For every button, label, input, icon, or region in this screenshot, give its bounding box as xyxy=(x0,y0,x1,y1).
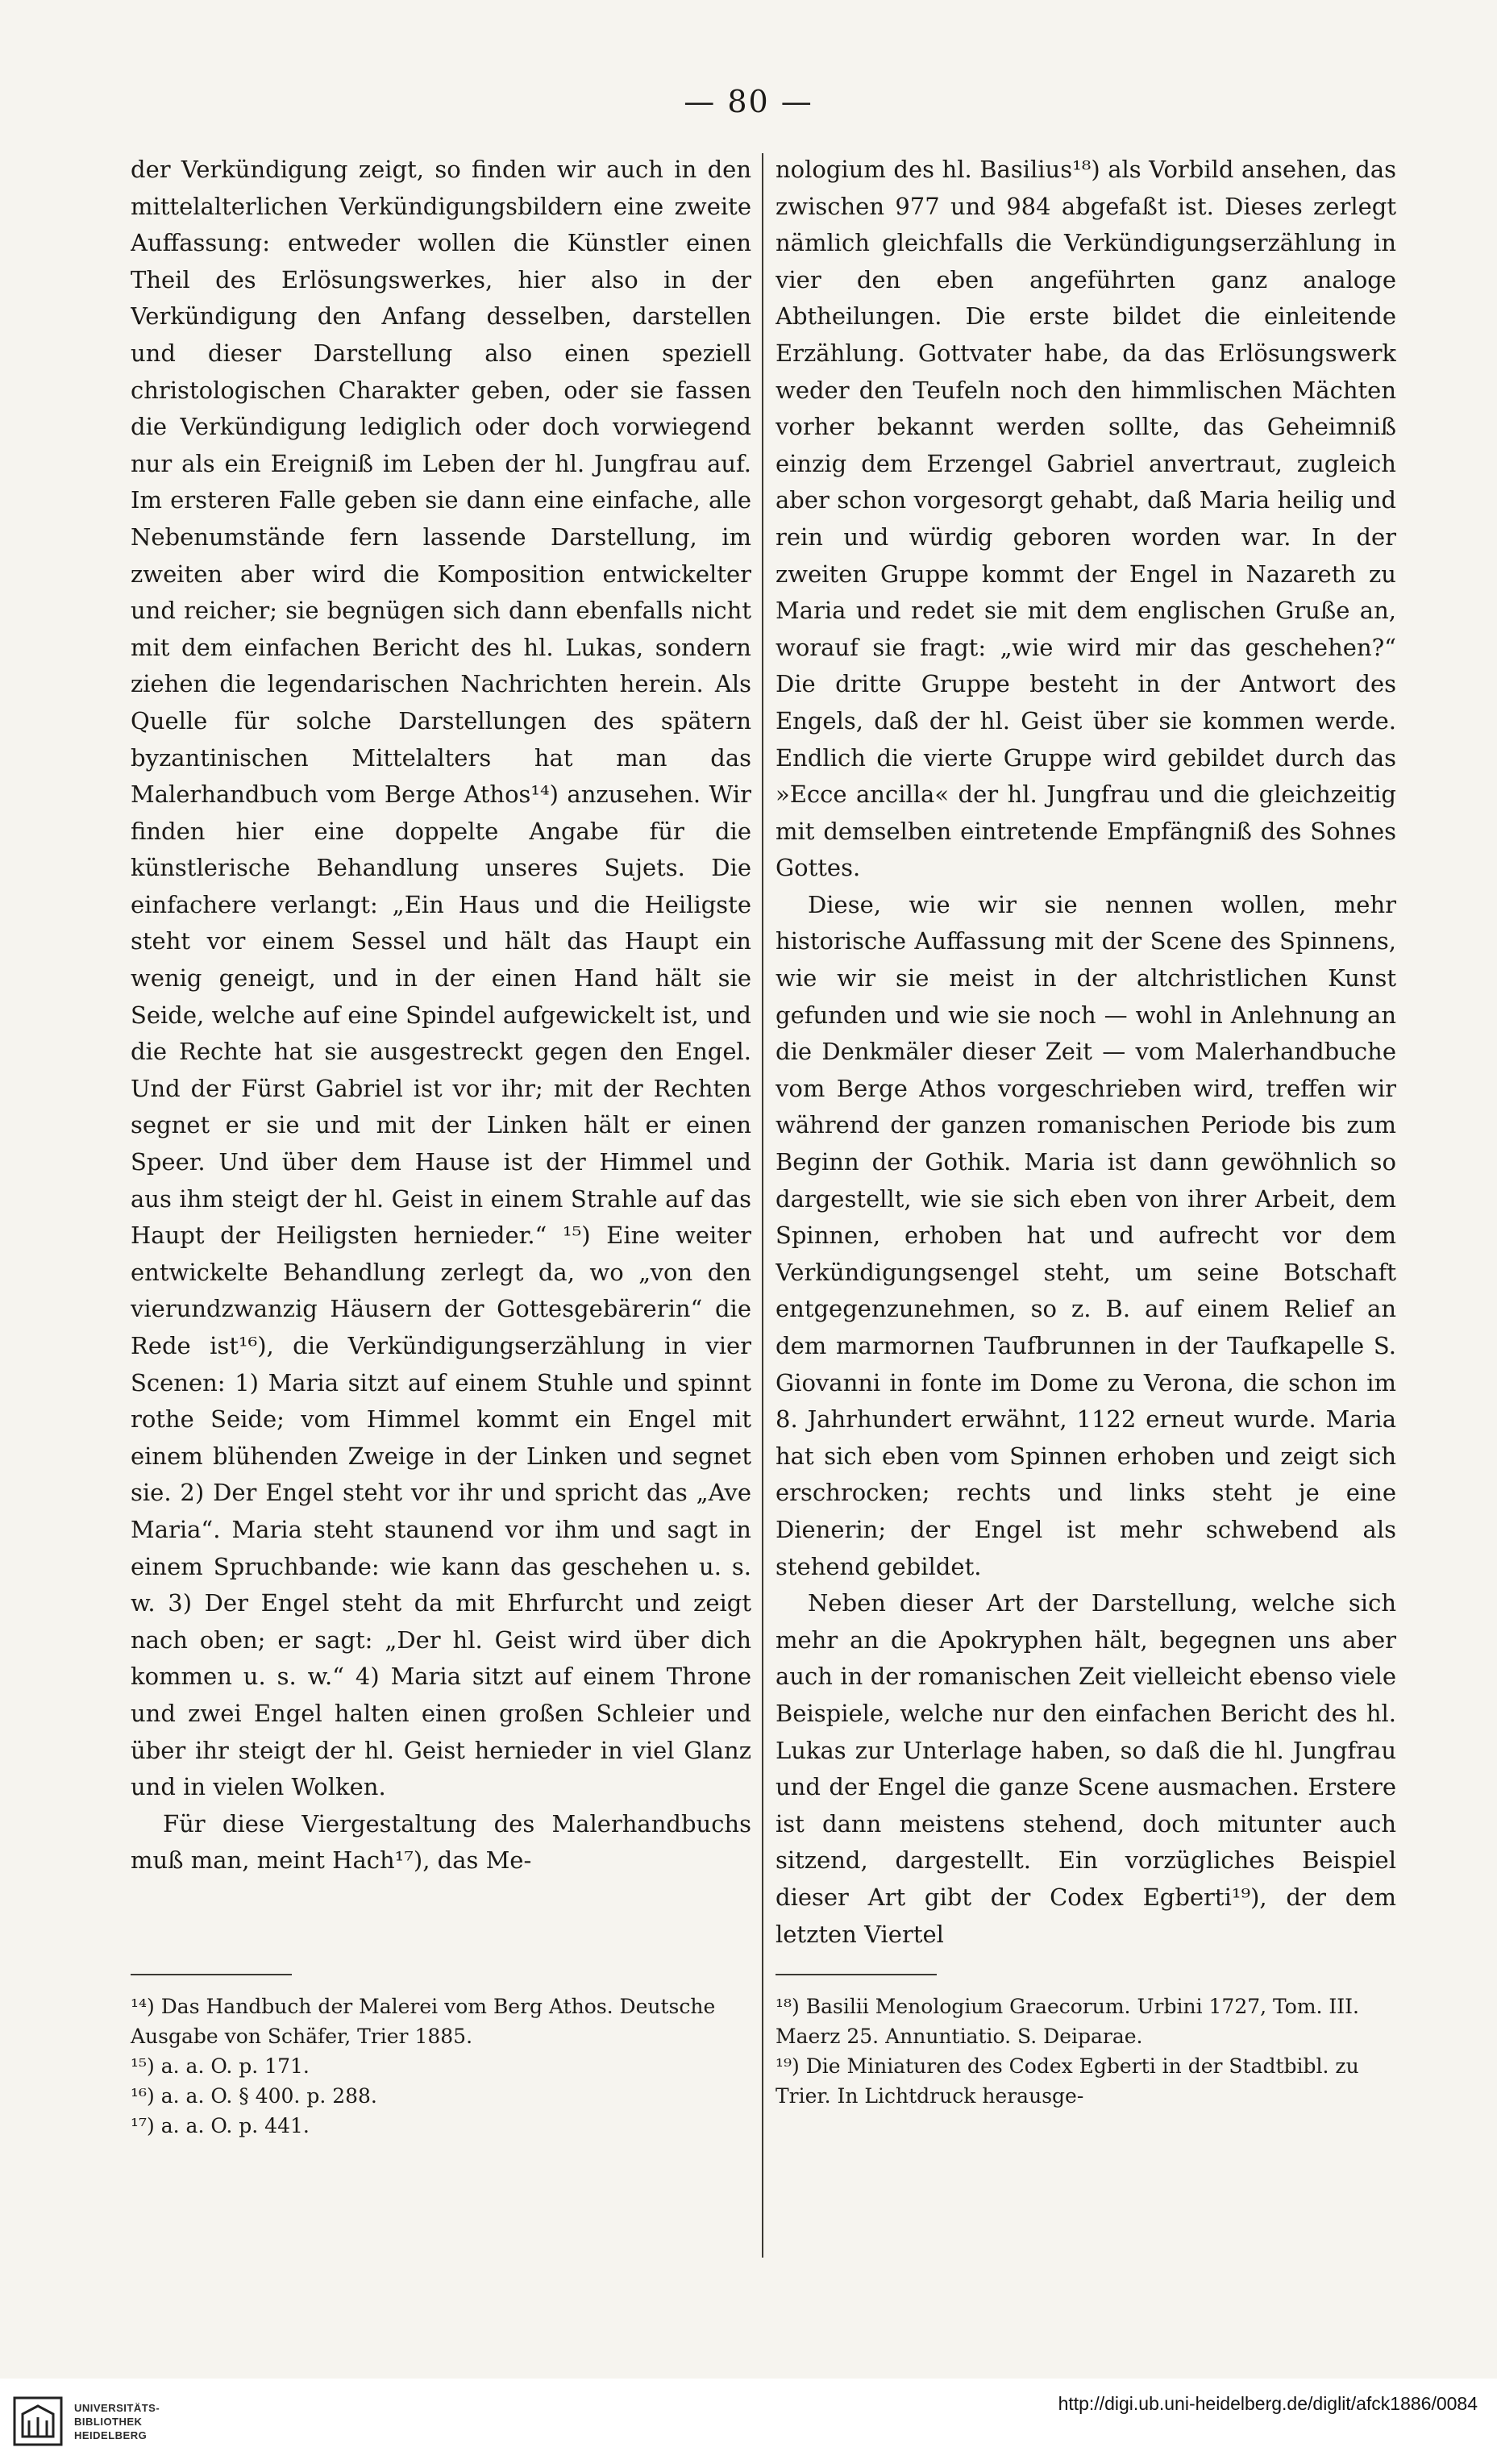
left-column-body xyxy=(131,152,751,1879)
footnote: ¹⁷) a. a. O. p. 441. xyxy=(131,2114,310,2137)
footnote-rule-left xyxy=(131,1974,292,1975)
left-paragraph: der Verkündigung zeigt, so finden wir auch in den mittelalterlichen Verkündigungsbildern eine zweite Auffassung: entweder wollen die Künstler einen Theil des Erlösungswerkes, hier also in der Verkündigung den Anfang desselben, darstellen und dieser Darstellung also einen speziell christologischen Charakter geben, oder sie fassen die Verkündigung lediglich oder doch vorwiegend nur als ein Ereigniß im Leben der hl. Jungfrau auf. Im ersteren Falle geben sie dann eine einfache, alle Nebenumstände fern lassende Darstellung, im zweiten aber wird die Komposition entwickelter und reicher; sie begnügen sich dann ebenfalls nicht mit dem einfachen Bericht des hl. Lukas, sondern ziehen die legendarischen Nachrichten herein. Als Quelle für solche Darstellungen des spätern byzantinischen Mittelalters hat man das Malerhandbuch vom Berge Athos¹⁴) anzusehen. Wir finden hier eine doppelte Angabe für die künstlerische Behandlung unseres Sujets. Die einfachere verlangt: „Ein Haus und die Heiligste steht vor einem Sessel und hält das Haupt ein wenig geneigt, und in der einen Hand hält sie Seide, welche auf eine Spindel aufgewickelt ist, und die Rechte hat sie ausgestreckt gegen den Engel. Und der Fürst Gabriel ist vor ihr; mit der Rechten segnet er sie und mit der Linken hält er einen Speer. Und über dem Hause ist der Himmel und aus ihm steigt der hl. Geist in einem Strahle auf das Haupt der Heiligsten hernieder.“ ¹⁵) Eine weiter entwickelte Behandlung zerlegt da, wo „von den vierundzwanzig Häusern der Gottesgebärerin“ die Rede ist¹⁶), die Verkündigungserzählung in vier Scenen: 1) Maria sitzt auf einem Stuhle und spinnt rothe Seide; vom Himmel kommt ein Engel mit einem blühenden Zweige in der Linken und segnet sie. 2) Der Engel steht vor ihr und spricht das „Ave Maria“. Maria steht staunend vor ihm und sagt in einem Spruchbande: wie kann das geschehen u. s. w. 3) Der Engel steht da mit Ehrfurcht und zeigt nach oben; er sagt: „Der hl. Geist wird über dich kommen u. s. w.“ 4) Maria sitzt auf einem Throne und zwei Engel halten einen großen Schleier und über ihr steigt der hl. Geist hernieder in viel Glanz und in vielen Wolken. xyxy=(131,156,751,1801)
page-number: — 80 — xyxy=(684,84,813,119)
footer-bar xyxy=(0,2379,1497,2464)
footnote: ¹⁴) Das Handbuch der Malerei vom Berg Athos. Deutsche Ausgabe von Schäfer, Trier 1885. xyxy=(131,1995,716,2048)
footnote: ¹⁸) Basilii Menologium Graecorum. Urbini 1727, Tom. III. Maerz 25. Annuntiatio. S. Deiparae. xyxy=(776,1995,1359,2048)
right-column xyxy=(776,152,1396,1953)
right-paragraph: Neben dieser Art der Darstellung, welche sich mehr an die Apokryphen hält, begegnen uns aber auch in der romanischen Zeit vielleicht ebenso viele Beispiele, welche nur den einfachen Bericht des hl. Lukas zur Unterlage haben, so daß die hl. Jungfrau und der Engel die ganze Scene ausmachen. Erstere ist dann meistens stehend, doch mitunter auch sitzend, dargestellt. Ein vorzügliches Beispiel dieser Art gibt der Codex Egberti¹⁹), der dem letzten Viertel xyxy=(776,1589,1396,1948)
library-name-line: UNIVERSITÄTS- xyxy=(74,2402,160,2414)
library-name-line: BIBLIOTHEK xyxy=(74,2416,143,2428)
left-paragraph: Für diese Viergestaltung des Malerhandbuchs muß man, meint Hach¹⁷), das Me- xyxy=(131,1809,751,1875)
footnotes-left xyxy=(131,1992,751,2141)
right-paragraph: nologium des hl. Basilius¹⁸) als Vorbild ansehen, das zwischen 977 und 984 abgefaßt ist. Dieses zerlegt nämlich gleichfalls die Verkündigungserzählung in vier den eben angeführten ganz analoge Abtheilungen. Die erste bildet die einleitende Erzählung. Gottvater habe, da das Erlösungswerk weder den Teufeln noch den himmlischen Mächten vorher bekannt werden sollte, das Geheimniß einzig dem Erzengel Gabriel anvertraut, zugleich aber schon vorgesorgt gehabt, daß Maria heilig und rein und würdig geboren worden war. In der zweiten Gruppe kommt der Engel in Nazareth zu Maria und redet sie mit dem englischen Gruße an, worauf sie fragt: „wie wird mir das geschehen?“ Die dritte Gruppe besteht in der Antwort des Engels, daß der hl. Geist über sie kommen werde. Endlich die vierte Gruppe wird gebildet durch das »Ecce ancilla« der hl. Jungfrau und die gleichzeitig mit demselben eintretende Empfängniß des Sohnes Gottes. xyxy=(776,156,1396,882)
footnote: ¹⁶) a. a. O. § 400. p. 288. xyxy=(131,2084,377,2108)
footnote: ¹⁹) Die Miniaturen des Codex Egberti in der Stadtbibl. zu Trier. In Lichtdruck herausge- xyxy=(776,2054,1359,2108)
source-url-link[interactable]: http://digi.ub.uni-heidelberg.de/diglit/afck1886/0084 xyxy=(1058,2393,1478,2414)
footnote-rule-right xyxy=(776,1974,937,1975)
footnotes-right xyxy=(776,1992,1396,2111)
column-divider xyxy=(762,153,763,2258)
library-name-line: HEIDELBERG xyxy=(74,2429,148,2441)
university-library-logo-icon xyxy=(13,2396,63,2446)
right-paragraph: Diese, wie wir sie nennen wollen, mehr historische Auffassung mit der Scene des Spinnens, wie wir sie meist in der altchristlichen Kunst gefunden und wie sie noch — wohl in Anlehnung an die Denkmäler dieser Zeit — vom Malerhandbuche vom Berge Athos vorgeschrieben wird, treffen wir während der ganzen romanischen Periode bis zum Beginn der Gothik. Maria ist dann gewöhnlich so dargestellt, wie sie sich eben von ihrer Arbeit, dem Spinnen, erhoben hat und aufrecht vor dem Verkündigungsengel steht, um seine Botschaft entgegenzunehmen, so z. B. auf einem Relief an dem marmornen Taufbrunnen in der Taufkapelle S. Giovanni in fonte im Dome zu Verona, die schon im 8. Jahrhundert erwähnt, 1122 erneut wurde. Maria hat sich eben vom Spinnen erhoben und zeigt sich erschrocken; rechts und links steht je eine Dienerin; der Engel ist mehr schwebend als stehend gebildet. xyxy=(776,890,1396,1580)
left-column xyxy=(131,152,751,1879)
right-column-body xyxy=(776,152,1396,1953)
footnote: ¹⁵) a. a. O. p. 171. xyxy=(131,2054,310,2078)
library-name xyxy=(74,2401,160,2442)
